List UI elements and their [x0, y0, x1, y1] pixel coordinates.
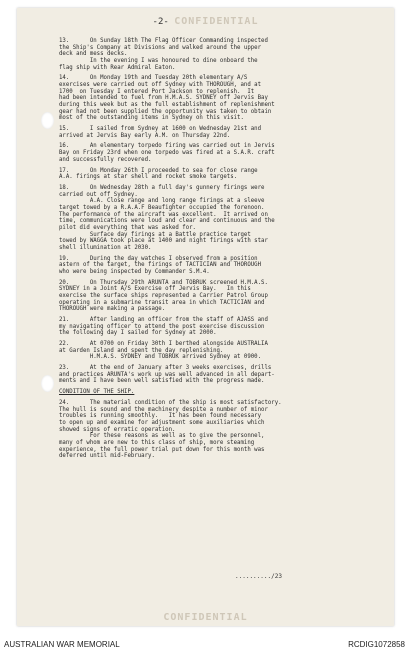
- page-header: [17, 16, 394, 27]
- text-line: exercises were carried out off Sydney with THOROUGH, and at: [59, 82, 262, 89]
- text-line: deferred until mid-February.: [59, 453, 155, 460]
- text-line: flag ship with Rear Admiral Eaton.: [59, 64, 176, 71]
- text-line: astern of the target, the firings of TACTICIAN and THOROUGH: [59, 262, 262, 269]
- text-line: at Garden Island and spent the day replenishing.: [59, 347, 224, 354]
- text-line: exercise the surface ships represented a Carrier Patrol Group: [59, 292, 268, 299]
- paragraph: [59, 126, 394, 139]
- punch-hole: [41, 375, 54, 392]
- text-line: The performance of the aircraft was excellent. It arrived on: [59, 211, 268, 218]
- text-line: 22. At 0700 on Friday 30th I berthed alongside AUSTRALIA: [59, 341, 268, 348]
- archive-id: RCDIG1072858: [348, 640, 405, 649]
- continuation-mark: ........../23: [235, 573, 282, 580]
- text-line: For these reasons as well as to give the personnel,: [59, 433, 265, 440]
- text-line: carried out off Sydney.: [59, 191, 138, 198]
- paragraph: [59, 280, 394, 313]
- text-line: Bay on Friday 23rd when one torpedo was fired at a S.A.R. craft: [59, 150, 275, 157]
- paragraph: [59, 168, 394, 181]
- text-line: 14. On Monday 19th and Tuesday 20th elementary A/S: [59, 75, 248, 82]
- text-line: 19. During the day watches I observed from a position: [59, 255, 258, 262]
- text-line: my navigating officer to attend the post exercise discussion: [59, 323, 265, 330]
- paragraph: [59, 256, 394, 276]
- paragraph: [59, 143, 394, 163]
- paragraph: [59, 75, 394, 122]
- text-line: shell illumination at 2030.: [59, 244, 152, 251]
- text-line: pilot did everything that was asked for.: [59, 224, 196, 231]
- text-line: THOROUGH were making a passage.: [59, 306, 166, 313]
- text-line: ments and I have been well satisfied with the progress made.: [59, 378, 265, 385]
- paragraph: [59, 400, 394, 460]
- text-line: and practices ARUNTA's work up was well advanced in all depart-: [59, 371, 275, 378]
- classification-stamp-top: CONFIDENTIAL: [174, 16, 259, 27]
- page-number: -2-: [152, 17, 169, 27]
- text-line: 18. On Wednesday 28th a full day's gunnery firings were: [59, 184, 265, 191]
- text-line: and successfully recovered.: [59, 156, 152, 163]
- text-line: target towed by a R.A.A.F Beaufighter occupied the forenoon.: [59, 204, 265, 211]
- text-line: 1700 on Tuesday I entered Port Jackson to replenish. It: [59, 88, 255, 95]
- text-line: 15. I sailed from Sydney at 1600 on Wednesday 21st and: [59, 126, 262, 133]
- text-line: showed signs of erratic operation.: [59, 426, 176, 433]
- text-line: A.A. firings at star shell and rocket smoke targets.: [59, 174, 238, 181]
- section-heading-block: [59, 389, 394, 396]
- text-line: In the evening I was honoured to dine onboard the: [59, 57, 258, 64]
- text-line: A.A. Close range and long range firings at a sleeve: [59, 198, 265, 205]
- text-line: Surface day firings at a Battle practice target: [59, 231, 251, 238]
- text-line: 17. On Monday 26th I proceeded to sea for close range: [59, 167, 258, 174]
- text-line: 24. The material condition of the ship is most satisfactory.: [59, 399, 282, 406]
- text-line: 21. After landing an officer from the staff of AJASS and: [59, 317, 268, 324]
- text-line: deck and mess decks.: [59, 51, 128, 58]
- text-line: the Ship's Company at Divisions and walked around the upper: [59, 44, 262, 51]
- text-line: towed by WAGGA took place at 1400 and night firings with star: [59, 238, 268, 245]
- text-line: H.M.A.S. SYDNEY and TOBRUK arrived Sydney at 0900.: [59, 354, 262, 361]
- paragraph: [59, 38, 394, 71]
- archive-caption: AUSTRALIAN WAR MEMORIAL: [4, 640, 120, 649]
- paragraph: [59, 317, 394, 337]
- text-line: the following day I sailed for Sydney at 2000.: [59, 330, 217, 337]
- text-line: experience, the full power trial put down for this month was: [59, 446, 265, 453]
- section-heading: CONDITION OF THE SHIP.: [59, 389, 135, 396]
- document-body: [59, 38, 394, 464]
- paragraph: [59, 341, 394, 361]
- text-line: had been intended to fuel from H.M.A.S. SYDNEY off Jervis Bay: [59, 95, 268, 102]
- text-line: 23. At the end of January after 3 weeks exercises, drills: [59, 365, 272, 372]
- text-line: The hull is sound and the machinery despite a number of minor: [59, 406, 268, 413]
- text-line: most of the outstanding items in Sydney on this visit.: [59, 115, 244, 122]
- text-line: 13. On Sunday 18th The Flag Officer Commanding inspected: [59, 38, 268, 44]
- text-line: to open up and examine for adjustment some auxiliaries which: [59, 419, 265, 426]
- text-line: gear had not been supplied the opportunity was taken to obtain: [59, 108, 272, 115]
- text-line: operating in a submarine transit area in which TACTICIAN and: [59, 299, 265, 306]
- text-line: many of whom are new to this class of ship, more steaming: [59, 439, 255, 446]
- text-line: SYDNEY in a Joint A/S Exercise off Jervis Bay. In this: [59, 286, 251, 293]
- text-line: 16. An elementary torpedo firing was carried out in Jervis: [59, 143, 275, 150]
- text-line: who were being inspected by Commander S.M.4.: [59, 268, 210, 275]
- document-page: [17, 8, 394, 626]
- text-line: 20. On Thursday 29th ARUNTA and TOBRUK screened H.M.A.S.: [59, 279, 268, 286]
- paragraph: [59, 365, 394, 385]
- text-line: arrived at Jervis Bay early A.M. on Thursday 22nd.: [59, 132, 231, 139]
- classification-stamp-bottom: CONFIDENTIAL: [163, 612, 248, 623]
- paragraph: [59, 185, 394, 252]
- text-line: time, communications were loud and clear and continuous and the: [59, 218, 275, 225]
- text-line: during this week but as the full establishment of replenishment: [59, 102, 275, 108]
- text-line: troubles is running smoothly. It has been found necessary: [59, 413, 262, 420]
- punch-hole: [41, 112, 54, 129]
